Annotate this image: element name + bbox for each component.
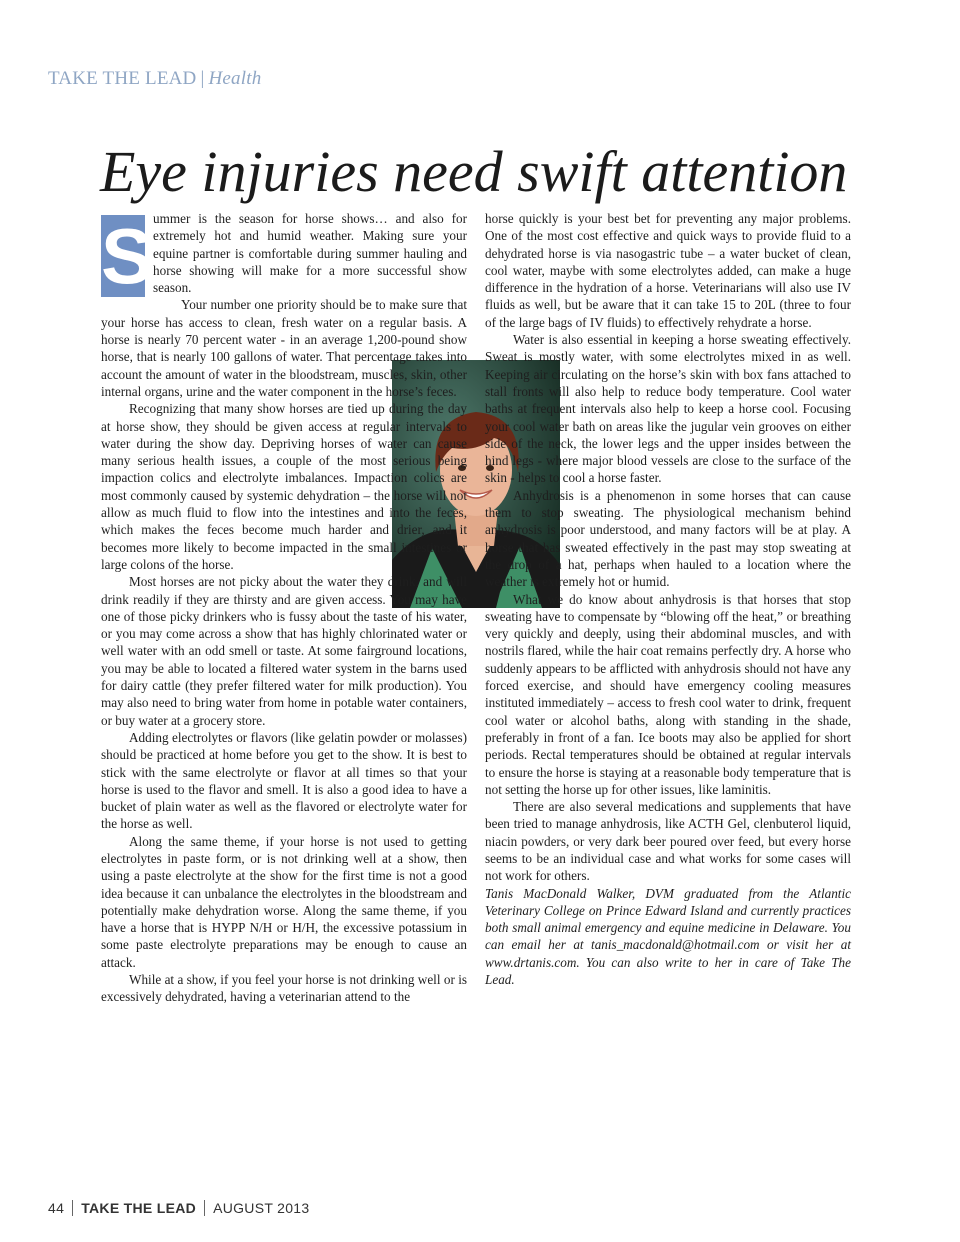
- drop-cap: S: [101, 212, 154, 300]
- paragraph: ummer is the season for horse shows… and also for extremely hot and humid weather. Making sure your equine partner is comfortable during summer hauling and horse showing will make for a more successful show season.: [153, 211, 467, 296]
- page-number: 44: [48, 1200, 65, 1216]
- paragraph: Adding electrolytes or flavors (like gelatin powder or molasses) should be practiced at home before you get to the show. It is best to stick with the same electrolyte or flavor at all times so that your horse is used to the flavor and smell. It is also a good idea to have a bucket of plain water as well as the flavored or electrolyte water for the horse as well.: [101, 729, 467, 832]
- paragraph: There are also several medications and supplements that have been tried to manage anhydrosis, like ACTH Gel, clenbuterol liquid, niacin powders, or very dark beer poured over feed, but every horse seems to be an individual case and what works for some cases will not work for others.: [485, 799, 851, 884]
- section-separator: |: [200, 68, 205, 89]
- paragraph: Along the same theme, if your horse is not used to getting electrolytes in paste form, or is not drinking well at a show, then using a paste electrolyte at the show for the first time is not a good idea because it can unbalance the electrolytes in the bloodstream and potentially make dehydration worse. Along the same theme, if you have a horse that is HYPP N/H or H/H, the excessive potassium in some paste electrolyte preparations may be enough to cause an attack.: [101, 833, 467, 970]
- footer-divider: [204, 1200, 205, 1216]
- page-footer: [48, 1200, 309, 1216]
- paragraph: Anhydrosis is a phenomenon in some horses that can cause them to stop sweating. The physiological mechanism behind anhydrosis is poor understood, and many factors will be at play. A horse that has sweated effectively in the past may stop sweating at the drop of a hat, perhaps when hauled to a location where the weather is extremely hot or humid.: [485, 487, 851, 590]
- left-column: [101, 210, 467, 1006]
- section-category: Health: [208, 68, 262, 89]
- paragraph: What we do know about anhydrosis is that horses that stop sweating have to compensate by “blowing off the heat,” or breathing very quickly and deeply, using their abdominal muscles, and with nostrils flared, while the hair coat remains perfectly dry. A horse who suddenly appears to be afflicted with anhydrosis should not have any forced exercise, and should have emergency cooling measures instituted immediately – access to fresh cool water to drink, frequent cool water or alcohol baths, along with standing in the shade, preferably in front of a fan. Ice boots may also be applied for short periods. Rectal temperatures should be obtained at regular intervals to ensure the horse is staying at a reasonable body temperature that is not setting the horse up for other issues, like laminitis.: [485, 591, 851, 797]
- paragraph: Recognizing that many show horses are tied up during the day at horse show, they should be given access at regular intervals to water during the show day. Depriving horses of water can cause many serious health issues, a couple of the most serious being impaction colics and electrolyte imbalances. Impaction colics are most commonly caused by systemic dehydration – the horse will not allow as much fluid to flow into the intestines and into the feces, which makes the feces become much harder and drier, and it becomes more likely to become impacted in the small intestines or large colons of the horse.: [101, 401, 467, 572]
- footer-divider: [72, 1200, 73, 1216]
- photo-wrap-spacer: [397, 331, 475, 593]
- footer-magazine: TAKE THE LEAD: [81, 1200, 197, 1216]
- paragraph: Water is also essential in keeping a horse sweating effectively. Sweat is mostly water, with some electrolytes mixed in as well. Keeping air circulating on the horse’s skin with box fans attached to stall fronts will also help to reduce body temperature. Cool water baths at frequent intervals also help to keep a horse cool. Focusing your cool water bath on areas like the jugular vein grooves on either side of the neck, the lower legs and the upper insides between the hind legs - where major blood vessels are close to the surface of the skin - helps to cool a horse faster.: [485, 332, 851, 486]
- paragraph: Most horses are not picky about the water they drink, and will drink readily if they are thirsty and are given access. You may have one of those picky drinkers who is fussy about the taste of his water, or you may come across a show that has highly chlorinated water or well water with an odd smell or taste. At some fairground locations, you may be able to located a filtered water system in the barns used for dairy cattle (they prefer filtered water for milk production). You may also need to bring water from home in potable water containers, or buy water at a grocery store.: [101, 574, 467, 728]
- paragraph: While at a show, if you feel your horse is not drinking well or is excessively dehydrated, having a veterinarian attend to the: [101, 972, 467, 1005]
- section-header: [48, 68, 261, 90]
- right-column: [485, 210, 851, 988]
- paragraph: horse quickly is your best bet for preventing any major problems. One of the most cost effective and quick ways to provide fluid to a dehydrated horse is via nasogastric tube – a water bucket of clean, cool water, maybe with some electrolytes added, can make a huge difference in the hydration of a horse. Veterinarians will also use IV fluids as well, but be aware that it can take 15 to 20L (three to four of the large bags of IV fluids) to effectively rehydrate a horse.: [485, 211, 851, 330]
- section-magazine: TAKE THE LEAD: [48, 68, 197, 89]
- author-bio: Tanis MacDonald Walker, DVM graduated from the Atlantic Veterinary College on Prince Edward Island and currently practices both small animal emergency and equine medicine in Delaware. You can email her at tanis_macdonald@hotmail.com or visit her at www.drtanis.com. You can also write to her in care of Take The Lead.: [485, 885, 851, 988]
- footer-issue: AUGUST 2013: [213, 1200, 310, 1216]
- article-title: Eye injuries need swift attention: [100, 139, 848, 204]
- paragraph: Your number one priority should be to make sure that your horse has access to clean, fresh water on a regular basis. A horse is nearly 70 percent water - in an average 1,200-pound show horse, that is nearly 100 gallons of water. That percentage takes into account the amount of water in the bloodstream, muscles, skin, other internal organs, urine and the water component in the horse’s feces.: [101, 297, 467, 399]
